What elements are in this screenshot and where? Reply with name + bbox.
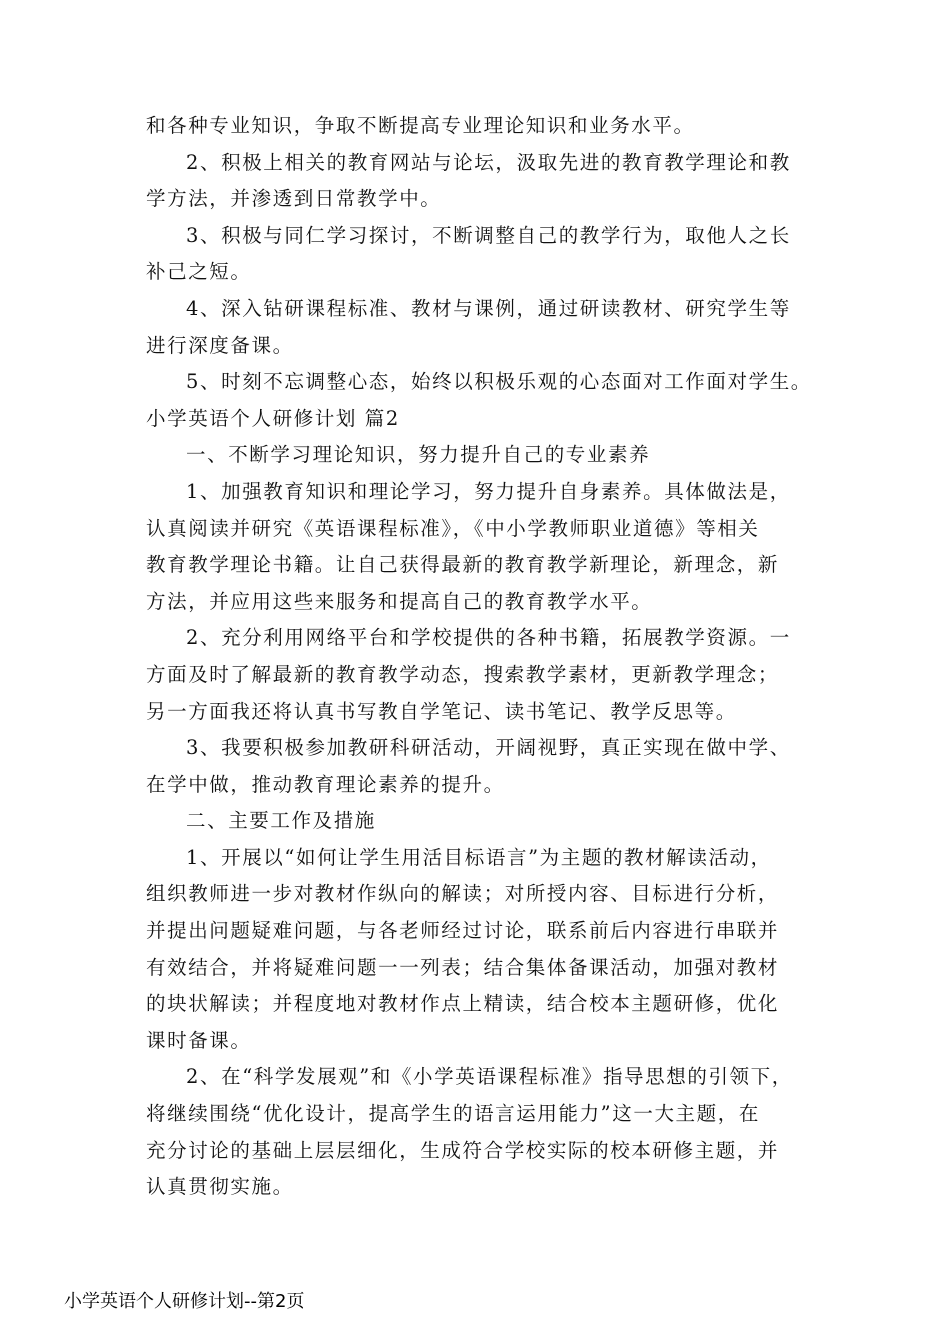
text-line: 1、加强教育知识和理论学习，努力提升自身素养。具体做法是， bbox=[186, 479, 791, 503]
text-line: 充分讨论的基础上层层细化，生成符合学校实际的校本研修主题，并 bbox=[146, 1138, 780, 1162]
text-line: 1、开展以“如何让学生用活目标语言”为主题的教材解读活动， bbox=[186, 845, 772, 869]
text-line: 3、我要积极参加教研科研活动，开阔视野，真正实现在做中学、 bbox=[186, 736, 791, 760]
text-line: 将继续围绕“优化设计，提高学生的语言运用能力”这一大主题，在 bbox=[146, 1102, 760, 1126]
text-line: 和各种专业知识，争取不断提高专业理论知识和业务水平。 bbox=[146, 114, 695, 137]
text-line: 课时备课。 bbox=[146, 1028, 252, 1052]
text-line: 4、深入钻研课程标准、教材与课例，通过研读教材、研究学生等 bbox=[186, 296, 791, 320]
page-footer: 小学英语个人研修计划--第2页 bbox=[64, 1291, 305, 1312]
text-line: 方面及时了解最新的教育教学动态，搜索教学素材，更新教学理念； bbox=[146, 662, 780, 686]
text-line: 2、积极上相关的教育网站与论坛，汲取先进的教育教学理论和教 bbox=[186, 150, 791, 174]
text-line: 学方法，并渗透到日常教学中。 bbox=[146, 187, 442, 211]
text-line: 一、不断学习理论知识，努力提升自己的专业素养 bbox=[186, 443, 651, 467]
text-line: 二、主要工作及措施 bbox=[186, 809, 376, 833]
text-line: 2、充分利用网络平台和学校提供的各种书籍，拓展教学资源。一 bbox=[186, 626, 791, 650]
text-line: 的块状解读；并程度地对教材作点上精读，结合校本主题研修，优化 bbox=[146, 992, 780, 1016]
text-line: 在学中做，推动教育理论素养的提升。 bbox=[146, 772, 505, 796]
text-line: 认真阅读并研究《英语课程标准》，《中小学教师职业道德》等相关 bbox=[146, 516, 760, 540]
text-line: 5、时刻不忘调整心态，始终以积极乐观的心态面对工作面对学生。 bbox=[186, 370, 812, 394]
text-line: 补己之短。 bbox=[146, 260, 252, 284]
text-line: 教育教学理论书籍。让自己获得最新的教育教学新理论，新理念，新 bbox=[146, 553, 780, 577]
text-line: 进行深度备课。 bbox=[146, 333, 294, 357]
text-line: 有效结合，并将疑难问题一一列表；结合集体备课活动，加强对教材 bbox=[146, 955, 780, 979]
text-line: 3、积极与同仁学习探讨，不断调整自己的教学行为，取他人之长 bbox=[186, 223, 791, 247]
text-line: 认真贯彻实施。 bbox=[146, 1175, 294, 1199]
text-line: 并提出问题疑难问题，与各老师经过讨论，联系前后内容进行串联并 bbox=[146, 919, 780, 943]
text-line: 方法，并应用这些来服务和提高自己的教育教学水平。 bbox=[146, 589, 653, 613]
text-line: 2、在“科学发展观”和《小学英语课程标准》指导思想的引领下， bbox=[186, 1065, 793, 1089]
document-body bbox=[146, 108, 818, 1206]
text-line: 另一方面我还将认真书写教自学笔记、读书笔记、教学反思等。 bbox=[146, 699, 737, 723]
text-line: 组织教师进一步对教材作纵向的解读；对所授内容、目标进行分析， bbox=[146, 882, 780, 906]
text-line: 小学英语个人研修计划 篇2 bbox=[146, 406, 400, 430]
